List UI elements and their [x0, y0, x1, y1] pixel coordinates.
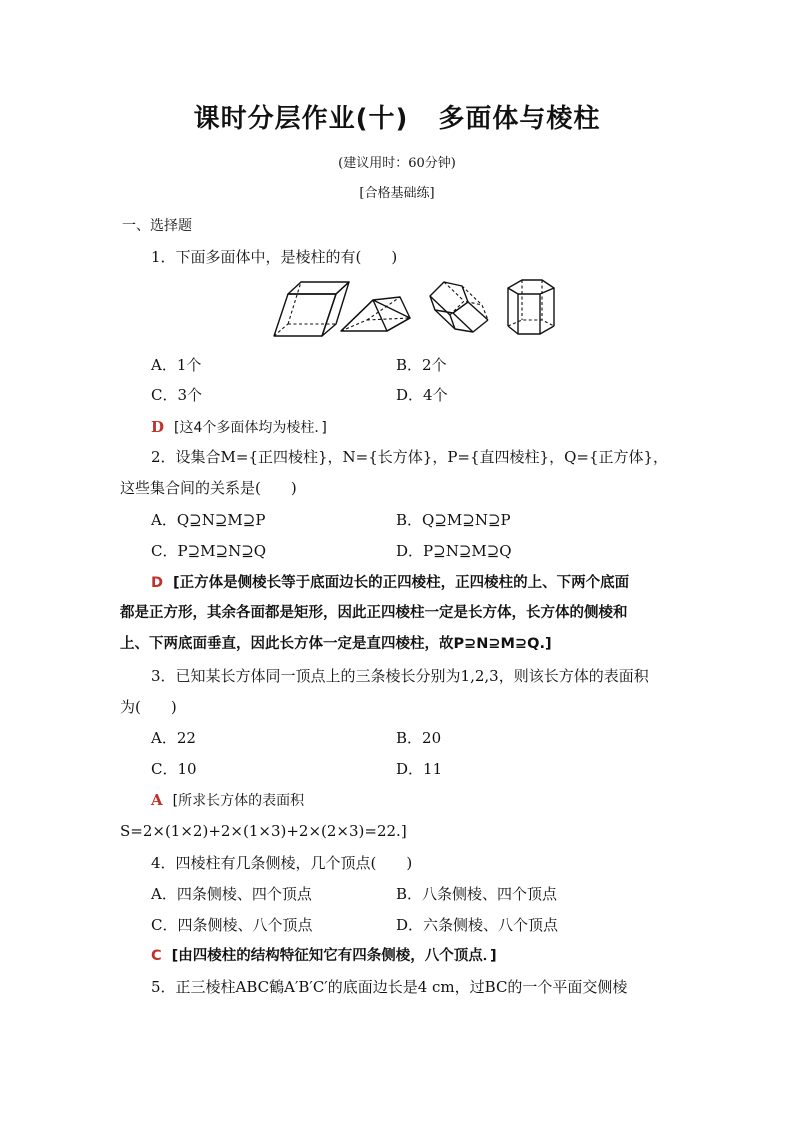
q1-option-c: C．3个 — [151, 386, 203, 404]
q1-answer-line — [151, 417, 327, 438]
time-note: (建议用时：60分钟) — [338, 156, 456, 171]
q1-explanation: [这4个多面体均为棱柱．] — [174, 420, 327, 436]
q2-option-d: D．P⊇N⊇M⊇Q — [396, 542, 512, 560]
hexagonal-prism-figure — [430, 282, 488, 332]
q3-stem-line2: 为( ) — [120, 698, 177, 716]
q1-option-b: B．2个 — [396, 356, 447, 374]
triangular-prism-figure — [341, 297, 410, 331]
q3-explanation-line2: S=2×(1×2)+2×(1×3)+2×(2×3)=22.] — [120, 822, 407, 840]
q5-stem: 5．正三棱柱ABC鶴A′B′C′的底面边长是4 cm，过BC的一个平面交侧棱 — [151, 978, 628, 996]
q2-stem-line2: 这些集合间的关系是( ) — [120, 479, 297, 497]
q1-option-d: D．4个 — [396, 386, 448, 404]
q1-option-a: A．1个 — [151, 356, 202, 374]
q2-option-c: C．P⊇M⊇N⊇Q — [151, 542, 267, 560]
q2-answer-line — [151, 573, 629, 593]
q4-answer-line — [151, 946, 497, 966]
q4-explanation: [由四棱柱的结构特征知它有四条侧棱，八个顶点．] — [171, 948, 497, 964]
q4-option-b: B．八条侧棱、四个顶点 — [396, 885, 558, 903]
q2-option-b: B．Q⊇M⊇N⊇P — [396, 511, 511, 529]
q4-option-d: D．六条侧棱、八个顶点 — [396, 916, 559, 934]
q2-explanation-line3: 上、下两底面垂直，因此长方体一定是直四棱柱，故P⊇N⊇M⊇Q.] — [120, 636, 552, 652]
oblique-prism-figure — [274, 282, 349, 336]
q3-option-d: D．11 — [396, 760, 443, 778]
q3-answer: A — [151, 791, 163, 809]
q3-option-b: B．20 — [396, 729, 442, 747]
q2-explanation-line2: 都是正方形，其余各面都是矩形，因此正四棱柱一定是长方体，长方体的侧棱和 — [120, 605, 628, 621]
q1-stem: 1．下面多面体中，是棱柱的有( ) — [151, 248, 398, 266]
q3-option-a: A．22 — [151, 729, 196, 747]
q4-answer: C — [151, 948, 162, 964]
q4-stem: 4．四棱柱有几条侧棱，几个顶点( ) — [151, 854, 413, 872]
q3-explanation-line1: [所求长方体的表面积 — [172, 793, 305, 809]
page-title: 课时分层作业(十) 多面体与棱柱 — [193, 104, 601, 134]
q2-answer: D — [151, 575, 164, 591]
level-label: [合格基础练] — [359, 186, 435, 201]
polyhedra-figures — [272, 278, 562, 340]
upright-hexagonal-prism-figure — [508, 280, 554, 334]
q2-explanation-line1: [正方体是侧棱长等于底面边长的正四棱柱，正四棱柱的上、下两个底面 — [173, 575, 630, 591]
q2-option-a: A．Q⊇N⊇M⊇P — [151, 511, 266, 529]
q4-option-c: C．四条侧棱、八个顶点 — [151, 916, 313, 934]
q2-stem-line1: 2．设集合M={正四棱柱}，N={长方体}，P={直四棱柱}，Q={正方体}， — [151, 448, 669, 466]
section-heading: 一、选择题 — [122, 218, 192, 234]
q3-option-c: C．10 — [151, 760, 197, 778]
q4-option-a: A．四条侧棱、四个顶点 — [151, 885, 312, 903]
q3-stem-line1: 3．已知某长方体同一顶点上的三条棱长分别为1,2,3，则该长方体的表面积 — [151, 667, 649, 685]
q1-answer: D — [151, 418, 165, 436]
q3-answer-line — [151, 790, 304, 811]
